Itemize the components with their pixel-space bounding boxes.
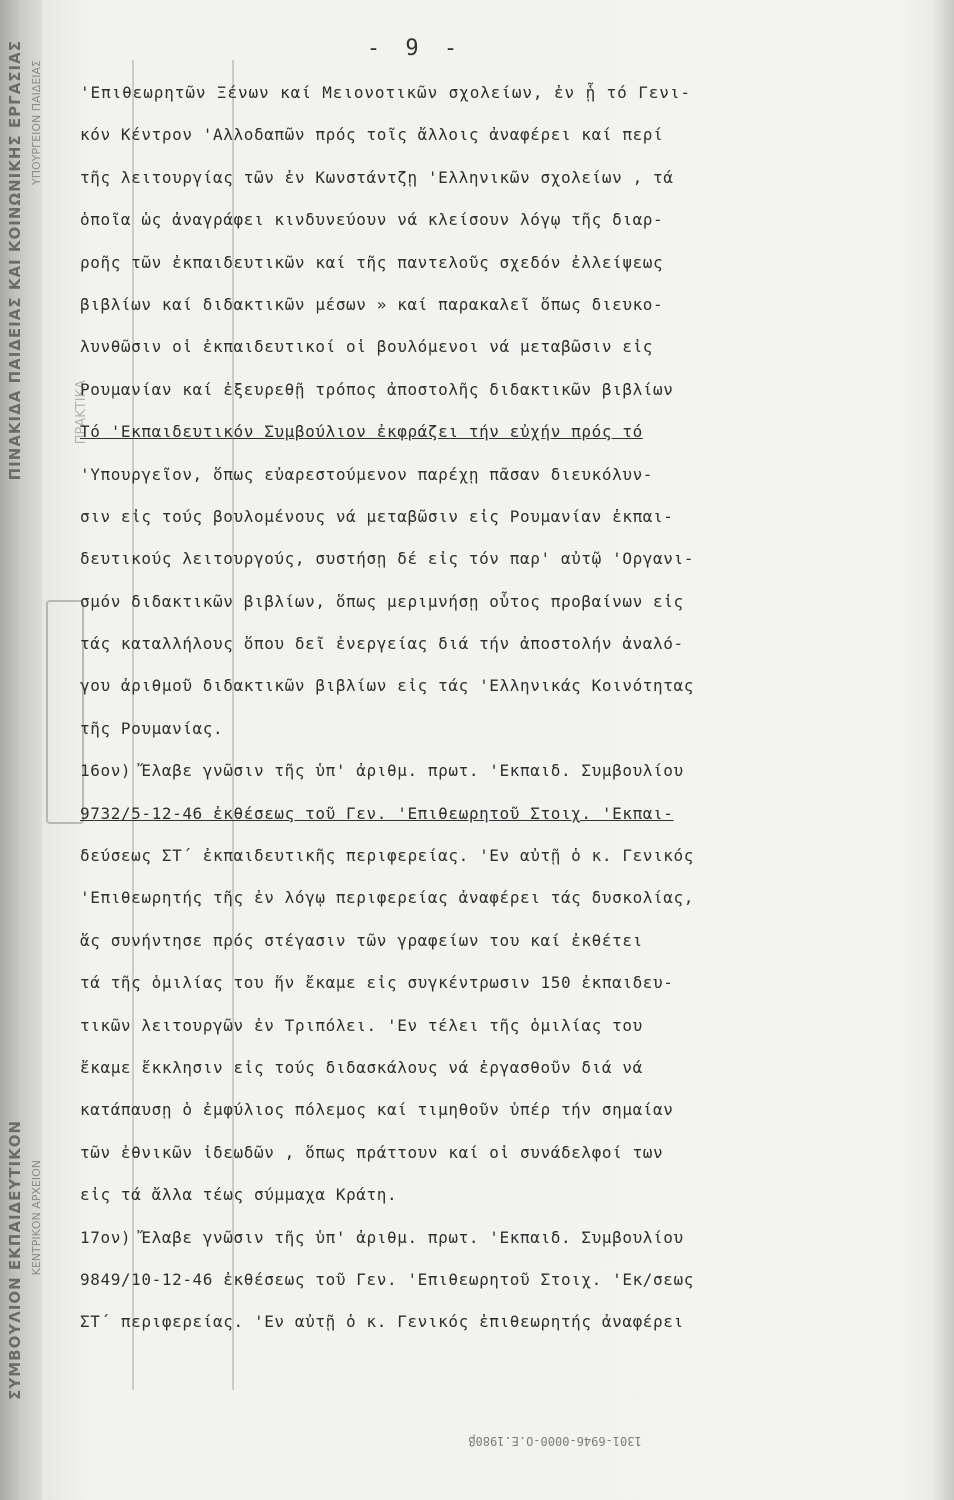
text-line: σιν εἰς τούς βουλομένους νά μεταβῶσιν εἰς Ρουμανίαν ἐκπαι- [80,506,674,526]
text-line: δευτικούς λειτουργούς, συστήσῃ δέ εἰς τόν παρ' αὐτῷ 'Οργανι- [80,549,694,569]
text-line: βιβλίων καί διδακτικῶν μέσων » καί παρακαλεῖ ὅπως διευκο- [80,294,664,314]
archive-stamp [46,600,84,824]
text-line: τῆς Ρουμανίας. [80,718,224,738]
text-line: εἰς τά ἄλλα τέως σύμμαχα Κράτη. [80,1185,398,1205]
spine-sublabel-top: ΥΠΟΥΡΓΕΙΟΝ ΠΑΙΔΕΙΑΣ [30,60,43,185]
text-line: κατάπαυσῃ ὁ ἐμφύλιος πόλεμος καί τιμηθοῦν ὑπέρ τήν σημαίαν [80,1100,674,1120]
stamp-label: ΠΡΑΚΤΙΚΑ [74,380,89,445]
text-line: τά τῆς ὁμιλίας του ἥν ἔκαμε εἰς συγκέντρωσιν 150 ἐκπαιδευ- [80,973,674,993]
typed-body [80,72,930,1344]
page-number: - 9 - [366,36,464,61]
text-line: τάς καταλλήλους ὅπου δεῖ ἐνεργείας διά τήν ἀποστολήν ἀναλό- [80,634,684,654]
text-line: ΣΤ΄ περιφερείας. 'Εν αὐτῇ ὁ κ. Γενικός ἐπιθεωρητής ἀναφέρει [80,1312,684,1332]
text-line: τῆς λειτουργίας τῶν ἐν Κωνστάντζῃ 'Ελληνικῶν σχολείων , τά [80,167,674,187]
text-line: Τό 'Εκπαιδευτικόν Συμβούλιον ἐκφράζει τήν εὐχήν πρός τό [80,422,643,442]
footer-print-code: 1301-6946-0000-Ο.Ε.1980β [468,1434,642,1448]
text-line: 16ον) Ἔλαβε γνῶσιν τῆς ὑπ' ἀριθμ. πρωτ. 'Εκπαιδ. Συμβουλίου [80,761,684,781]
text-line: 17ον) Ἔλαβε γνῶσιν τῆς ὑπ' ἀριθμ. πρωτ. 'Εκπαιδ. Συμβουλίου [80,1227,684,1247]
text-line: Ρουμανίαν καί ἐξευρεθῇ τρόπος ἀποστολῆς διδακτικῶν βιβλίων [80,379,674,399]
text-line: 'Επιθεωρητής τῆς ἐν λόγῳ περιφερείας ἀναφέρει τάς δυσκολίας, [80,888,694,908]
text-line: ὁποῖα ὡς ἀναγράφει κινδυνεύουν νά κλείσουν λόγῳ τῆς διαρ- [80,210,664,230]
spine-label-top: ΠΙΝΑΚΙΔΑ ΠΑΙΔΕΙΑΣ ΚΑΙ ΚΟΙΝΩΝΙΚΗΣ ΕΡΓΑΣΙΑΣ [6,40,24,481]
text-line: 9849/10-12-46 ἐκθέσεως τοῦ Γεν. 'Επιθεωρητοῦ Στοιχ. 'Εκ/σεως [80,1269,694,1289]
spine-label-bottom: ΣΥΜΒΟΥΛΙΟΝ ΕΚΠΑΙΔΕΥΤΙΚΟΝ [6,1120,24,1400]
text-line: σμόν διδακτικῶν βιβλίων, ὅπως μεριμνήσῃ οὗτος προβαίνων εἰς [80,591,684,611]
text-line: 'Υπουργεῖον, ὅπως εὐαρεστούμενον παρέχῃ πᾶσαν διευκόλυν- [80,464,654,484]
text-line: τικῶν λειτουργῶν ἐν Τριπόλει. 'Εν τέλει τῆς ὁμιλίας του [80,1015,643,1035]
text-line: ἔκαμε ἔκκλησιν εἰς τούς διδασκάλους νά ἐργασθοῦν διά νά [80,1057,643,1077]
text-line: τῶν ἐθνικῶν ἰδεωδῶν , ὅπως πράττουν καί οἱ συνάδελφοί των [80,1142,664,1162]
text-line: ροῆς τῶν ἐκπαιδευτικῶν καί τῆς παντελοῦς σχεδόν ἐλλείψεως [80,252,664,272]
text-line: 'Επιθεωρητῶν Ξένων καί Μειονοτικῶν σχολείων, ἐν ᾗ τό Γενι- [80,83,691,102]
text-line: γου ἀριθμοῦ διδακτικῶν βιβλίων εἰς τάς 'Ελληνικάς Κοινότητας [80,676,694,696]
page-edge-shadow [932,0,954,1500]
text-line: 9732/5-12-46 ἐκθέσεως τοῦ Γεν. 'Επιθεωρητοῦ Στοιχ. 'Εκπαι- [80,803,674,823]
text-line: ἅς συνήντησε πρός στέγασιν τῶν γραφείων του καί ἐκθέτει [80,930,643,950]
text-line: κόν Κέντρον 'Αλλοδαπῶν πρός τοῖς ἄλλοις ἀναφέρει καί περί [80,125,664,145]
text-line: λυνθῶσιν οἱ ἐκπαιδευτικοί οἱ βουλόμενοι νά μεταβῶσιν εἰς [80,337,654,357]
spine-sublabel-bottom: ΚΕΝΤΡΙΚΟΝ ΑΡΧΕΙΟΝ [30,1160,43,1276]
text-line: δεύσεως ΣΤ΄ ἐκπαιδευτικῆς περιφερείας. 'Εν αὐτῇ ὁ κ. Γενικός [80,846,694,866]
